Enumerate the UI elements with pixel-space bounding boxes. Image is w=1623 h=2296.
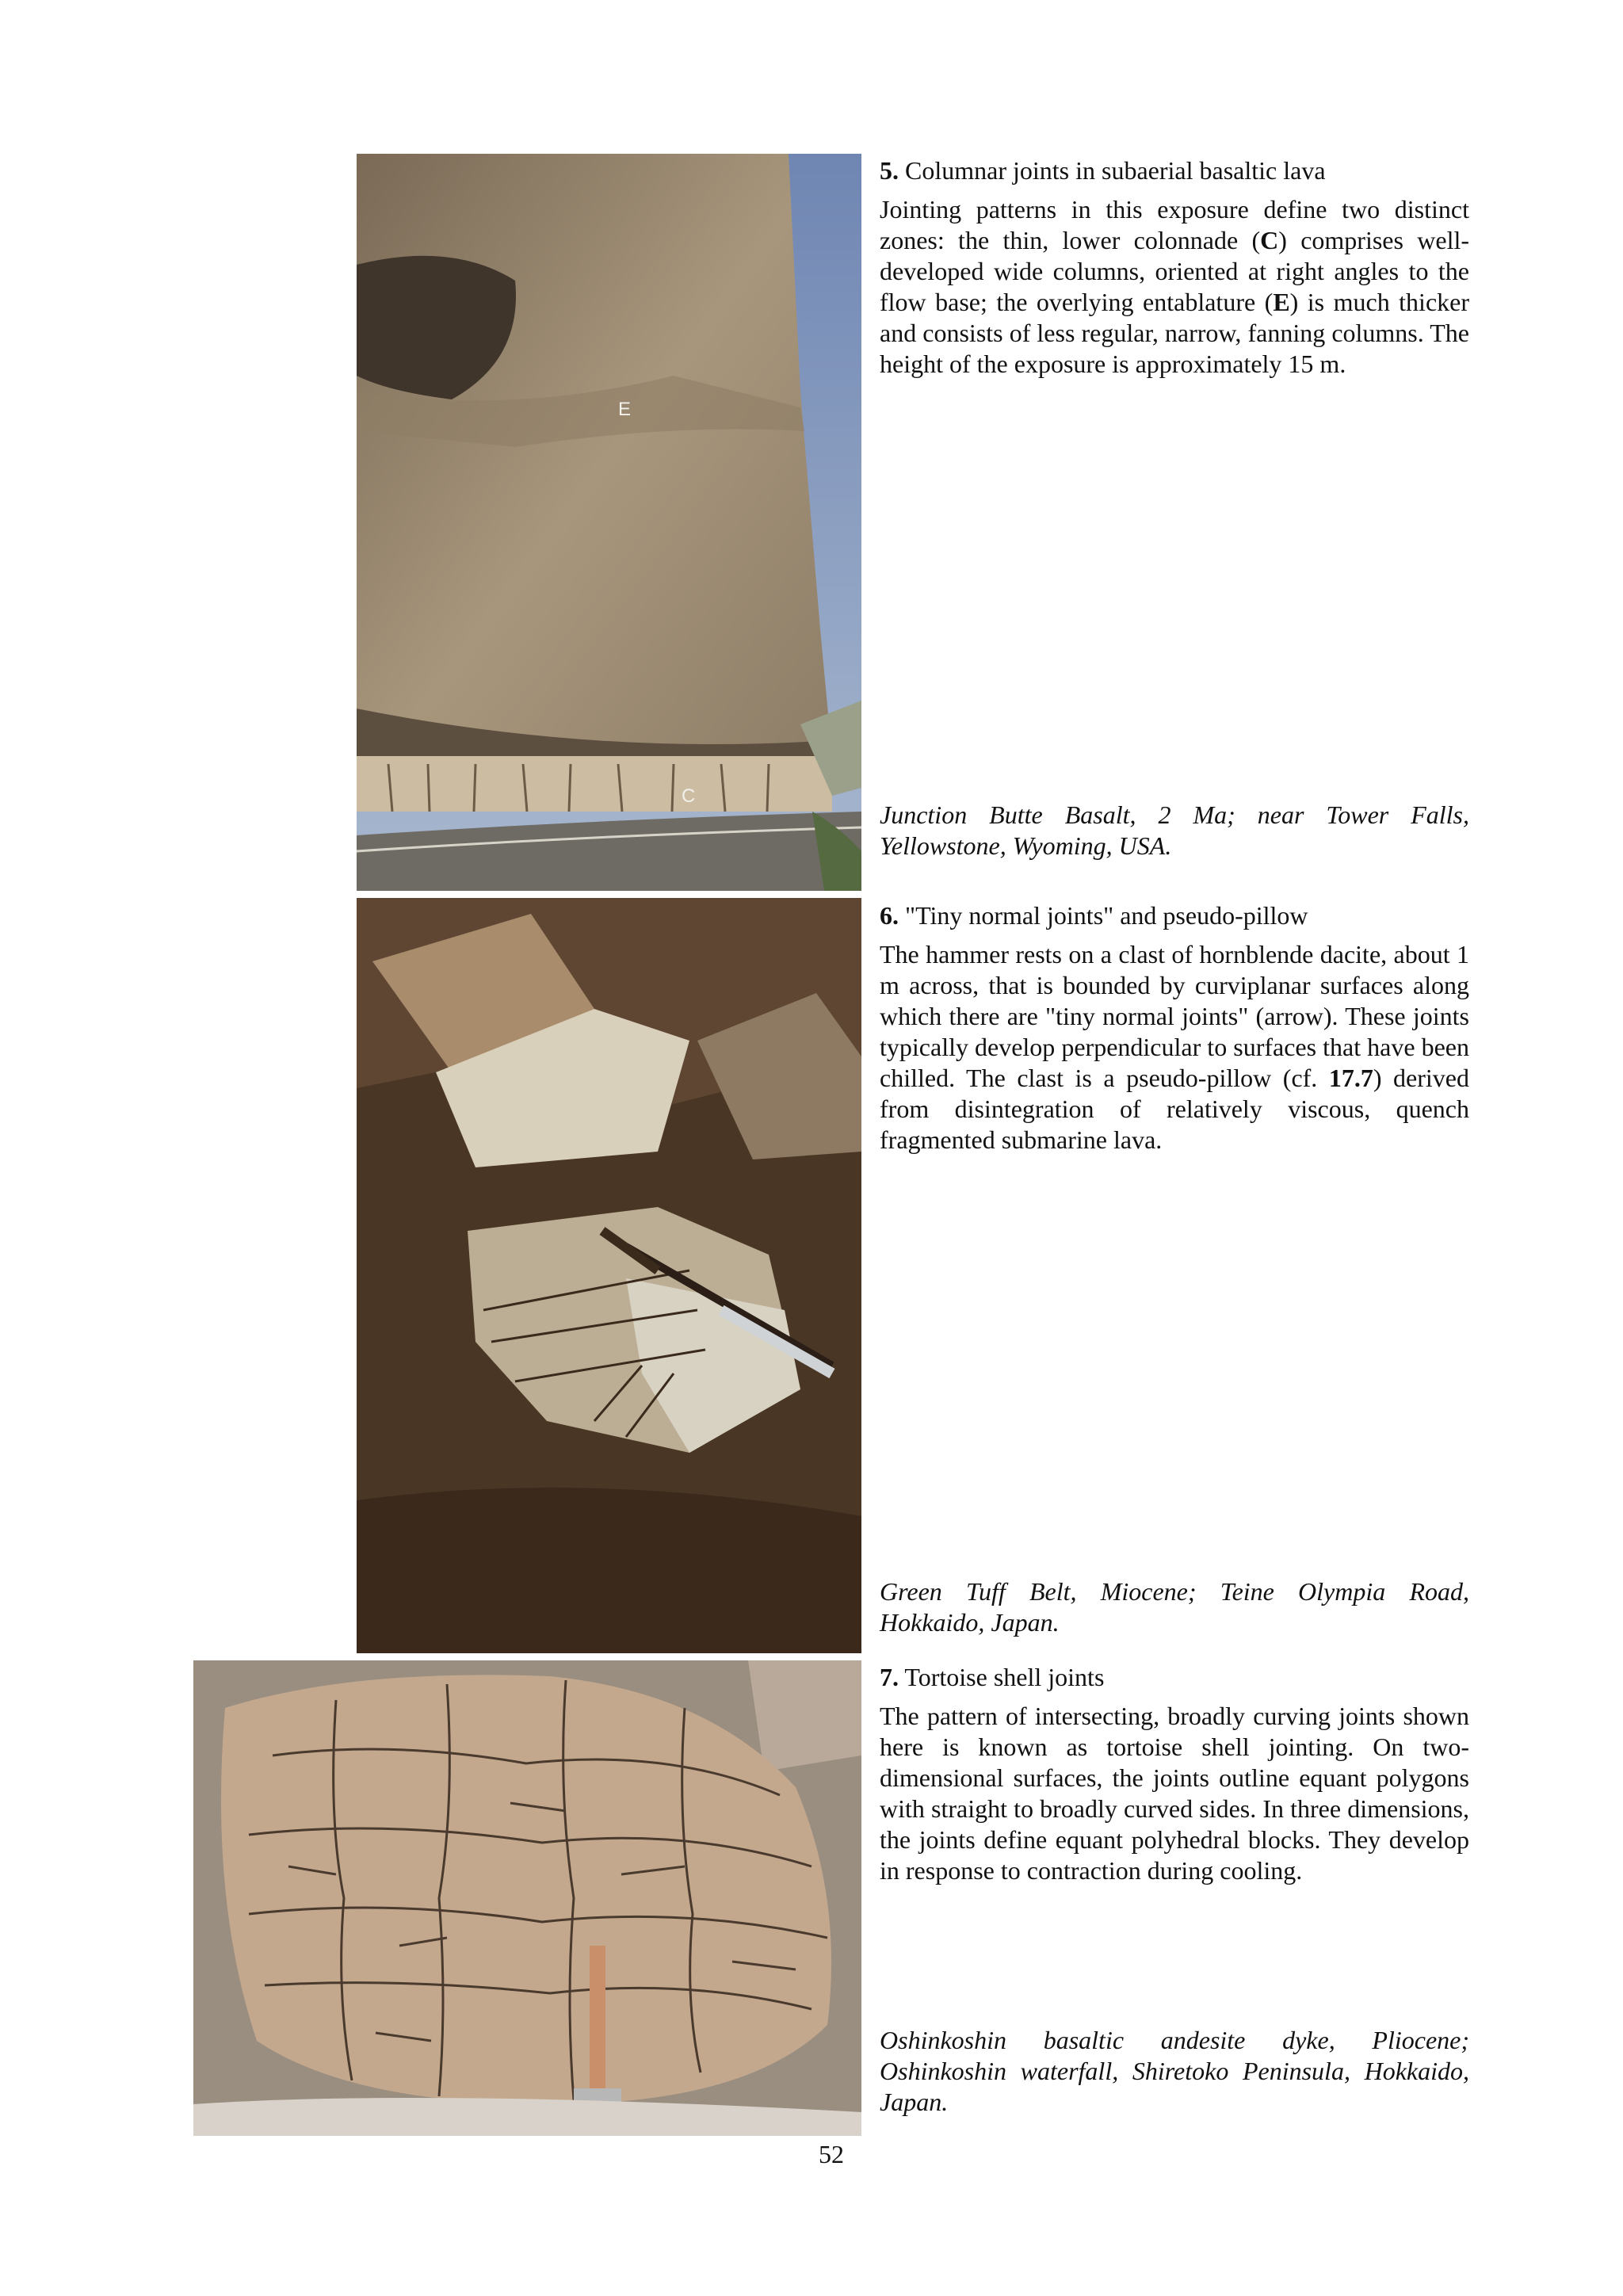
photo-tortoise-shell-joints <box>193 1660 861 2136</box>
section-7-number: 7. <box>880 1663 899 1691</box>
section-5-description: Jointing patterns in this exposure define two distinct zones: the thin, lower colonnade (C) comprises well-developed wide columns, oriented at right angles to the flow base; the overlying entablature (E) is much thicker and consists of less regular, narrow, fanning columns. The height of the exposure is approximately 15 m. <box>880 195 1470 378</box>
section-6-title: "Tiny normal joints" and pseudo-pillow <box>905 901 1308 930</box>
section-6-description: The hammer rests on a clast of hornblende dacite, about 1 m across, that is bounded by curviplanar surfaces along which there are "tiny normal joints" (arrow). These joints typically develop perpendicular to surfaces that have been chilled. The clast is a pseudo-pillow (cf. 17.7) derived from disintegration of relatively viscous, quench fragmented submarine lava. <box>880 940 1470 1154</box>
photo-columnar-joints <box>357 154 861 891</box>
section-7-title: Tortoise shell joints <box>904 1663 1105 1691</box>
section-6-location: Green Tuff Belt, Miocene; Teine Olympia Road, Hokkaido, Japan. <box>880 1577 1469 1637</box>
section-6-heading <box>880 900 1469 931</box>
section-7 <box>880 1662 1469 1886</box>
section-5 <box>880 155 1469 380</box>
photo-pseudo-pillow <box>357 898 861 1653</box>
section-5-title: Columnar joints in subaerial basaltic lava <box>905 156 1326 185</box>
label-e: E <box>618 399 632 420</box>
section-7-heading <box>880 1662 1469 1693</box>
label-c: C <box>682 785 696 807</box>
section-5-heading <box>880 155 1469 186</box>
section-7-description: The pattern of intersecting, broadly curving joints shown here is known as tortoise shell jointing. On two-dimensional surfaces, the joints outline equant polygons with straight to broadly curved sides. In three dimensions, the joints define equant polyhedral blocks. They develop in response to contraction during cooling. <box>880 1702 1469 1885</box>
section-6 <box>880 900 1469 1156</box>
section-5-location: Junction Butte Basalt, 2 Ma; near Tower Falls, Yellowstone, Wyoming, USA. <box>880 800 1469 860</box>
section-5-number: 5. <box>880 156 899 185</box>
page-number: 52 <box>819 2140 844 2168</box>
section-6-number: 6. <box>880 901 899 930</box>
section-7-location: Oshinkoshin basaltic andesite dyke, Pliocene; Oshinkoshin waterfall, Shiretoko Peninsula, Hokkaido, Japan. <box>880 2026 1469 2116</box>
